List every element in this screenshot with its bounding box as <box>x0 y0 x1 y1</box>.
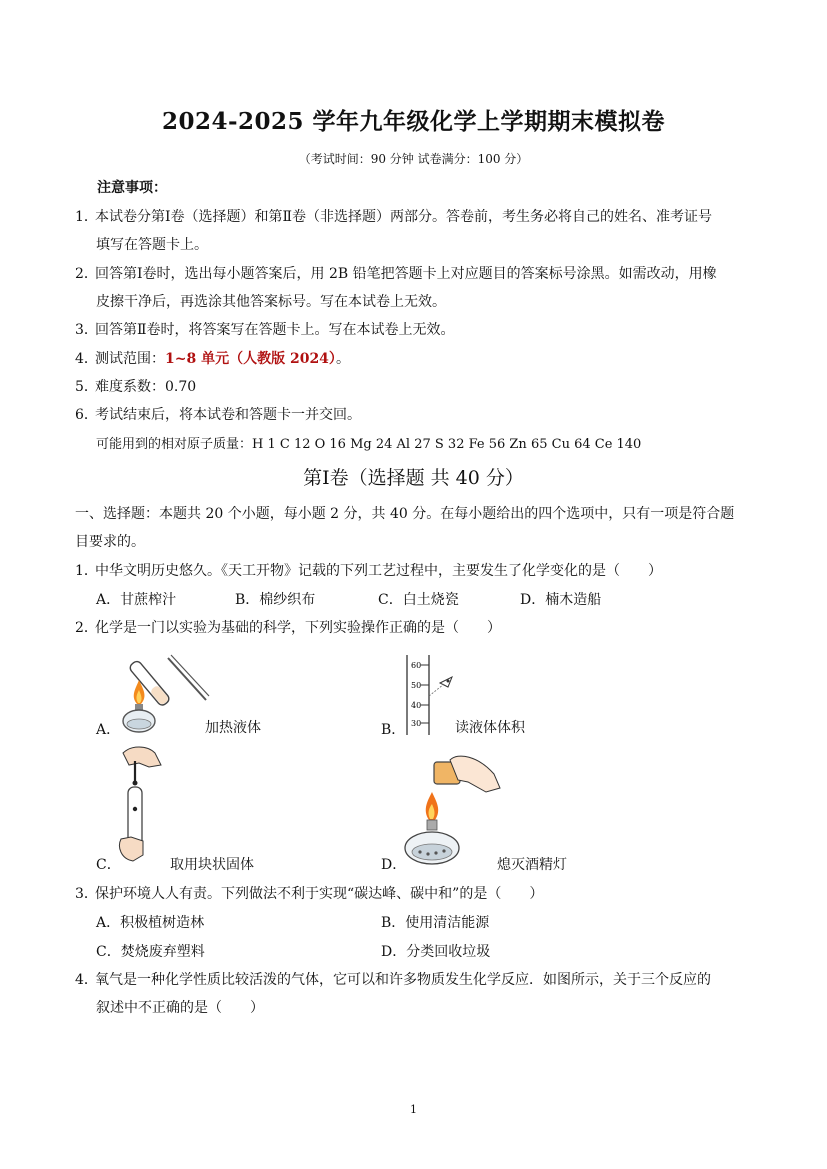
question-1-option-b: B．棉纱织布 <box>235 592 316 608</box>
figure-heating-liquid <box>118 644 213 736</box>
question-1-option-c: C．白土烧瓷 <box>378 592 459 608</box>
cylinder-tick-label: 30 <box>411 719 422 728</box>
test-range-highlight: 1~8 单元（人教版 2024） <box>165 351 336 367</box>
question-2-option-a-letter: A． <box>96 722 121 738</box>
cylinder-tick-label: 50 <box>411 681 422 690</box>
question-1-option-d: D．楠木造船 <box>520 592 602 608</box>
section-instruction: 一、选择题：本题共 20 个小题，每小题 2 分，共 40 分。在每小题给出的四个选项中，只有一项是符合题 <box>75 506 735 522</box>
page-number: 1 <box>410 1103 417 1116</box>
note-item-4: 4．测试范围：1~8 单元（人教版 2024）。 <box>75 351 350 367</box>
question-2-option-b-caption: 读液体体积 <box>455 720 525 736</box>
question-2-option-d-letter: D． <box>381 857 407 873</box>
section-title: 第Ⅰ卷（选择题 共 40 分） <box>303 467 524 489</box>
question-2-option-c-caption: 取用块状固体 <box>170 857 254 873</box>
cylinder-tick-label: 60 <box>411 661 422 670</box>
note-item-5: 5．难度系数：0.70 <box>75 379 197 395</box>
question-1: 1．中华文明历史悠久。《天工开物》记载的下列工艺过程中，主要发生了化学变化的是（ ） <box>75 563 662 579</box>
eye-icon <box>440 677 452 687</box>
question-3-option-d: D．分类回收垃圾 <box>381 944 491 960</box>
note-item-1: 1．本试卷分第Ⅰ卷（选择题）和第Ⅱ卷（非选择题）两部分。答卷前，考生务必将自己的姓名、准考证号 <box>75 209 713 225</box>
question-3-option-c: C．焚烧废弃塑料 <box>96 944 205 960</box>
question-2-option-b-letter: B． <box>381 722 406 738</box>
question-4: 4．氧气是一种化学性质比较活泼的气体，它可以和许多物质发生化学反应．如图所示，关于三个反应的 <box>75 972 711 988</box>
figure-graduated-cylinder <box>402 653 462 737</box>
page-title: 2024-2025 学年九年级化学上学期期末模拟卷 <box>161 108 666 135</box>
note-item-6: 6．考试结束后，将本试卷和答题卡一并交回。 <box>75 407 361 423</box>
question-4-cont: 叙述中不正确的是（ ） <box>96 1000 264 1016</box>
question-3: 3．保护环境人人有责。下列做法不利于实现“碳达峰、碳中和”的是（ ） <box>75 886 544 902</box>
atomic-mass-line: 可能用到的相对原子质量：H 1 C 12 O 16 Mg 24 Al 27 S 32 Fe 56 Zn 65 Cu 64 Ce 140 <box>96 437 642 452</box>
exam-info: （考试时间：90 分钟 试卷满分：100 分） <box>298 152 529 166</box>
note-item-2: 2．回答第Ⅰ卷时，选出每小题答案后，用 2B 铅笔把答题卡上对应题目的答案标号涂黑。如需改动，用橡 <box>75 266 717 282</box>
notes-heading: 注意事项： <box>97 180 167 196</box>
figure-block-solid <box>113 743 173 868</box>
note-item-2-cont: 皮擦干净后，再选涂其他答案标号。写在本试卷上无效。 <box>96 294 446 310</box>
question-2-option-d-caption: 熄灭酒精灯 <box>497 857 567 873</box>
question-1-option-a: A．甘蔗榨汁 <box>96 592 177 608</box>
section-instruction-cont: 目要求的。 <box>75 534 145 550</box>
question-2: 2．化学是一门以实验为基础的科学，下列实验操作正确的是（ ） <box>75 620 501 636</box>
figure-extinguish-lamp <box>398 752 503 870</box>
note-item-3: 3．回答第Ⅱ卷时，将答案写在答题卡上。写在本试卷上无效。 <box>75 322 455 338</box>
question-2-option-a-caption: 加热液体 <box>205 720 261 736</box>
cylinder-tick-label: 40 <box>411 701 422 710</box>
hand-icon <box>120 837 144 861</box>
hand-icon <box>450 756 500 792</box>
question-3-option-b: B．使用清洁能源 <box>381 915 490 931</box>
note-item-1-cont: 填写在答题卡上。 <box>96 237 208 253</box>
question-3-option-a: A．积极植树造林 <box>96 915 205 931</box>
question-2-option-c-letter: C． <box>96 857 121 873</box>
hand-icon <box>123 747 161 767</box>
